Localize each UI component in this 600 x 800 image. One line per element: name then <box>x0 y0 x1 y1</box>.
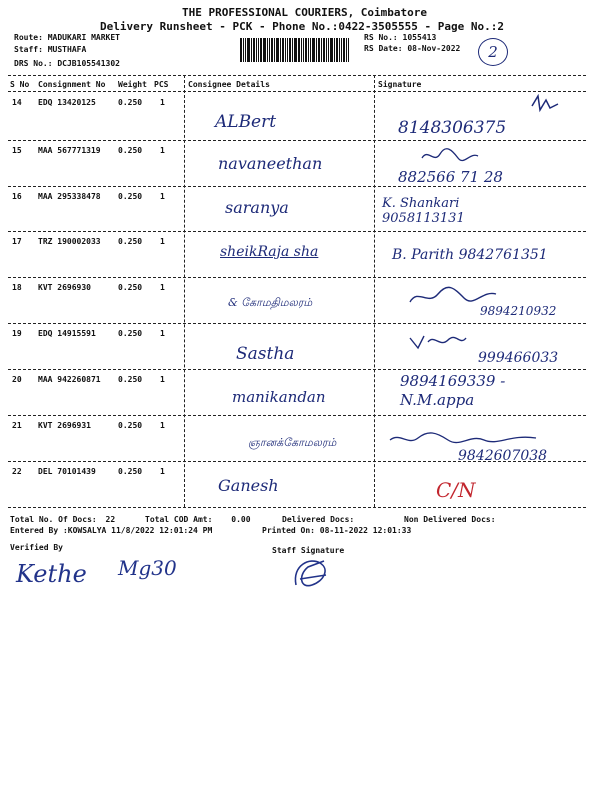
barcode-bar <box>336 38 338 62</box>
row-pcs: 1 <box>160 283 165 292</box>
row-weight: 0.250 <box>118 375 143 384</box>
barcode-bar <box>245 38 246 62</box>
row-divider <box>8 186 586 187</box>
non-delivered-docs: Non Delivered Docs: <box>404 515 496 524</box>
rs-no-label: RS No.: <box>364 33 398 42</box>
barcode-bar <box>323 38 325 62</box>
rs-date-label: RS Date: <box>364 44 403 53</box>
row-signature: B. Parith 9842761351 <box>392 247 548 263</box>
barcode-bar <box>276 38 279 62</box>
row-sno: 19 <box>12 329 22 338</box>
signature-scribble <box>408 332 468 352</box>
row-pcs: 1 <box>160 237 165 246</box>
barcode-bar <box>334 38 335 62</box>
barcode-bar <box>258 38 259 62</box>
total-docs-label: Total No. Of Docs: <box>10 515 97 524</box>
totals-line <box>10 515 115 524</box>
barcode-bar <box>310 38 311 62</box>
signature-scribble <box>388 430 538 448</box>
row-weight: 0.250 <box>118 237 143 246</box>
rs-no-value: 1055413 <box>402 33 437 42</box>
barcode-bar <box>280 38 281 62</box>
barcode-bar <box>292 38 293 62</box>
route-value: MADUKARI MARKET <box>47 33 120 42</box>
row-consignee: ஞானக்கோமலரம் <box>248 436 337 449</box>
row-consignment: EDQ 13420125 <box>38 98 96 107</box>
row-weight: 0.250 <box>118 283 143 292</box>
barcode-bar <box>328 38 329 62</box>
barcode-bar <box>285 38 286 62</box>
row-weight: 0.250 <box>118 98 143 107</box>
row-consignment: DEL 70101439 <box>38 467 96 476</box>
staff-value: MUSTHAFA <box>47 45 87 54</box>
row-consignee: sheikRaja sha <box>220 244 319 260</box>
row-consignee: navaneethan <box>218 154 323 173</box>
barcode-bar <box>330 38 333 62</box>
drs-value: DCJB105541302 <box>57 59 120 68</box>
col-header-consignment: Consignment No <box>38 80 106 89</box>
row-pcs: 1 <box>160 467 165 476</box>
barcode-bar <box>301 38 302 62</box>
circled-page-mark: 2 <box>478 38 508 66</box>
row-signature: 9842607038 <box>458 448 548 464</box>
barcode-bar <box>269 38 270 62</box>
barcode-bar <box>289 38 291 62</box>
col-header-sno: S No <box>10 80 30 89</box>
col-header-weight: Weight <box>118 80 147 89</box>
total-cod-label: Total COD Amt: <box>145 515 213 524</box>
barcode-bar <box>271 38 273 62</box>
barcode-bar <box>321 38 322 62</box>
row-divider <box>8 369 586 370</box>
barcode-bar <box>298 38 300 62</box>
total-cod <box>145 515 251 524</box>
row-pcs: 1 <box>160 192 165 201</box>
barcode-bar <box>303 38 304 62</box>
delivered-docs: Delivered Docs: <box>282 515 355 524</box>
barcode-bar <box>312 38 315 62</box>
row-sno: 20 <box>12 375 22 384</box>
barcode-bar <box>251 38 252 62</box>
table-header-border <box>8 91 586 92</box>
barcode-bar <box>339 38 340 62</box>
barcode-bar <box>256 38 257 62</box>
signature-scribble <box>530 92 560 114</box>
row-consignment: MAA 295338478 <box>38 192 101 201</box>
signature-scribble <box>420 146 480 166</box>
rs-date-line <box>364 44 460 53</box>
row-signature: 8148306375 <box>398 118 507 138</box>
staff-line <box>14 45 86 54</box>
row-weight: 0.250 <box>118 467 143 476</box>
row-signature: 9894210932 <box>480 304 557 318</box>
staff-signature-label: Staff Signature <box>272 546 345 555</box>
row-sno: 16 <box>12 192 22 201</box>
printed-on: Printed On: 08-11-2022 12:01:33 <box>262 526 412 535</box>
barcode-bar <box>308 38 309 62</box>
verified-signature-2: Mg30 <box>118 556 177 580</box>
barcode-bar <box>318 38 320 62</box>
route-label: Route: <box>14 33 43 42</box>
row-divider <box>8 461 586 462</box>
row-signature: K. Shankari 9058113131 <box>382 196 465 226</box>
barcode-bar <box>247 38 250 62</box>
staff-label: Staff: <box>14 45 43 54</box>
verified-by-label: Verified By <box>10 543 63 552</box>
barcode-bar <box>348 38 349 62</box>
row-consignment: MAA 567771319 <box>38 146 101 155</box>
barcode-bar <box>240 38 242 62</box>
rs-no-line <box>364 33 436 42</box>
row-consignment: EDQ 14915591 <box>38 329 96 338</box>
barcode-bar <box>263 38 266 62</box>
table-top-border <box>8 75 586 76</box>
row-consignment: MAA 942260871 <box>38 375 101 384</box>
barcode-bar <box>346 38 347 62</box>
row-weight: 0.250 <box>118 192 143 201</box>
row-sno: 15 <box>12 146 22 155</box>
row-weight: 0.250 <box>118 146 143 155</box>
row-weight: 0.250 <box>118 329 143 338</box>
barcode-bar <box>267 38 268 62</box>
row-signature: 9894169339 - N.M.appa <box>400 372 506 409</box>
row-sno: 14 <box>12 98 22 107</box>
row-consignee: & கோமதிமலரம் <box>228 296 313 309</box>
row-consignee: ALBert <box>215 112 277 132</box>
barcode-bar <box>341 38 342 62</box>
row-sno: 18 <box>12 283 22 292</box>
barcode-bar <box>316 38 317 62</box>
row-divider <box>8 277 586 278</box>
rs-date-value: 08-Nov-2022 <box>407 44 461 53</box>
col-header-pcs: PCS <box>154 80 169 89</box>
row-divider <box>8 323 586 324</box>
row-divider <box>8 415 586 416</box>
row-divider <box>8 140 586 141</box>
row-consignee: Ganesh <box>218 476 279 495</box>
row-divider <box>8 231 586 232</box>
barcode-bar <box>294 38 297 62</box>
col-header-signature: Signature <box>378 80 422 89</box>
row-sno: 17 <box>12 237 22 246</box>
staff-signature-scribble <box>290 555 330 591</box>
total-docs-value: 22 <box>105 515 116 524</box>
row-pcs: 1 <box>160 421 165 430</box>
barcode-bar <box>274 38 275 62</box>
row-consignment: TRZ 190002033 <box>38 237 101 246</box>
entered-by: Entered By :KOWSALYA 11/8/2022 12:01:24 PM <box>10 526 213 535</box>
row-consignee: manikandan <box>232 388 326 406</box>
barcode <box>240 38 360 62</box>
barcode-bar <box>253 38 255 62</box>
row-pcs: 1 <box>160 146 165 155</box>
barcode-bar <box>287 38 288 62</box>
drs-label: DRS No.: <box>14 59 53 68</box>
row-signature: 999466033 <box>478 350 559 366</box>
runsheet-subtitle: Delivery Runsheet - PCK - Phone No.:0422-3505555 - Page No.:2 <box>100 20 504 33</box>
col-header-consignee: Consignee Details <box>188 80 270 89</box>
row-pcs: 1 <box>160 98 165 107</box>
row-consignment: KVT 2696931 <box>38 421 91 430</box>
barcode-bar <box>326 38 327 62</box>
barcode-bar <box>282 38 284 62</box>
row-consignment: KVT 2696930 <box>38 283 91 292</box>
row-pcs: 1 <box>160 375 165 384</box>
row-weight: 0.250 <box>118 421 143 430</box>
route-line <box>14 33 120 42</box>
barcode-bar <box>343 38 345 62</box>
verified-signature-1: Kethe <box>16 560 87 588</box>
table-bottom-border <box>8 507 586 508</box>
row-sno: 22 <box>12 467 22 476</box>
barcode-bar <box>243 38 244 62</box>
company-title: THE PROFESSIONAL COURIERS, Coimbatore <box>182 6 428 19</box>
barcode-bar <box>305 38 307 62</box>
drs-line <box>14 59 120 68</box>
row-signature: 882566 71 28 <box>398 168 503 186</box>
barcode-bar <box>260 38 262 62</box>
total-cod-value: 0.00 <box>231 515 251 524</box>
row-consignee: Sastha <box>236 344 295 364</box>
row-sno: 21 <box>12 421 22 430</box>
row-signature: C/N <box>436 478 476 502</box>
row-pcs: 1 <box>160 329 165 338</box>
row-consignee: saranya <box>225 198 289 217</box>
